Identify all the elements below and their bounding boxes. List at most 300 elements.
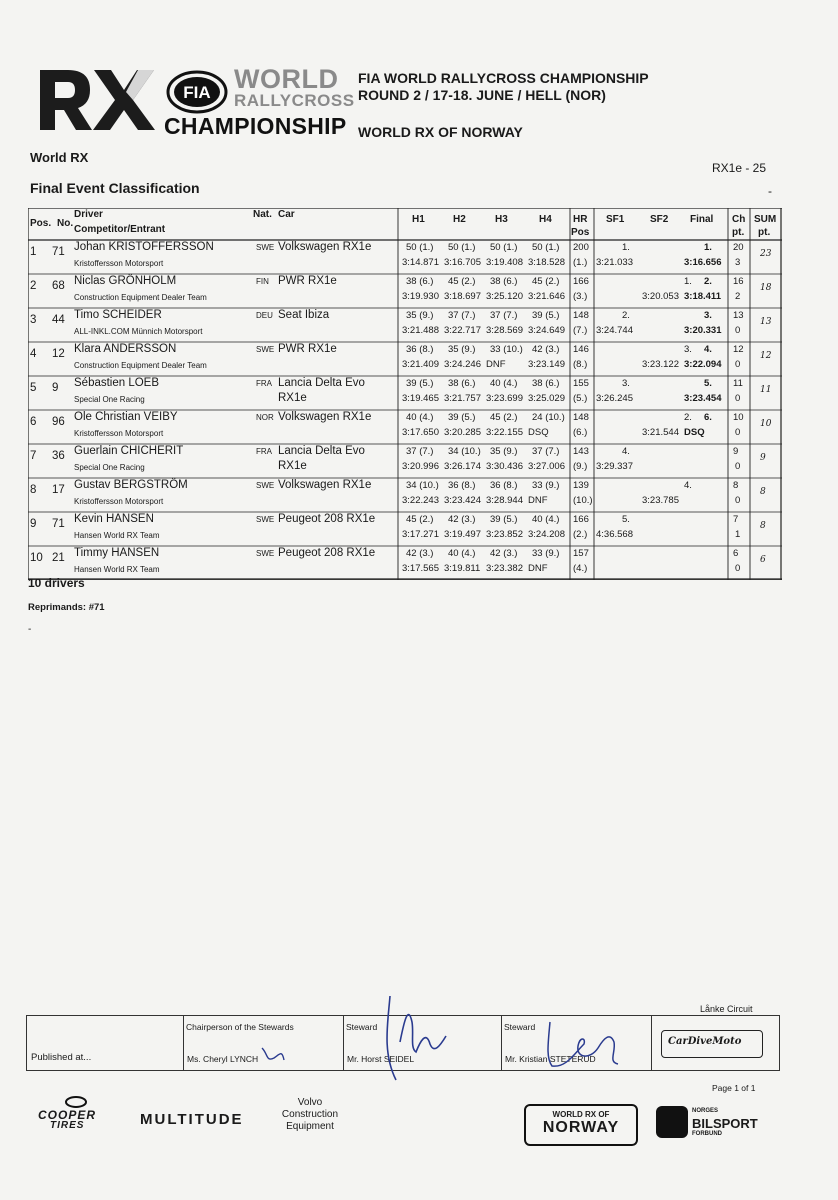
table-row <box>28 376 782 410</box>
bilsport-line2: BILSPORT <box>692 1116 758 1131</box>
championship-bonus: 1 <box>735 529 741 540</box>
col-final: Final <box>690 214 714 225</box>
sf1-position: 3. <box>622 378 630 389</box>
steward2-signature <box>540 1014 630 1074</box>
number: 17 <box>52 484 65 496</box>
bilsport-line3: FORBUND <box>692 1131 722 1137</box>
pos: 2 <box>30 280 37 292</box>
col-no: No. <box>57 218 74 229</box>
h3-points: 42 (3.) <box>490 548 518 559</box>
h4-time: 3:18.528 <box>528 257 565 268</box>
championship-bonus: 0 <box>735 325 741 336</box>
hr-position: (9.) <box>573 461 588 472</box>
h3-time: 3:23.852 <box>486 529 523 540</box>
summary-dash: - <box>28 624 32 635</box>
organiser-logo-text: CarDiveMoto <box>668 1036 742 1047</box>
fia-logo <box>166 70 228 114</box>
sf1-time: 3:29.337 <box>596 461 633 472</box>
sf2-time: 3:21.544 <box>642 427 679 438</box>
h3-points: 39 (5.) <box>490 514 518 525</box>
pos: 4 <box>30 348 37 360</box>
pos: 7 <box>30 450 37 462</box>
h1-time: 3:19.930 <box>402 291 439 302</box>
h1-time: 3:17.565 <box>402 563 439 574</box>
h4-time: 3:24.649 <box>528 325 565 336</box>
final-time: 3:22.094 <box>684 359 722 370</box>
col-ch: Ch <box>732 214 746 225</box>
h2-time: 3:16.705 <box>444 257 481 268</box>
h4-time: DSQ <box>528 427 549 438</box>
title-line-1: FIA WORLD RALLYCROSS CHAMPIONSHIP <box>358 70 649 86</box>
number: 21 <box>52 552 65 564</box>
table-row <box>28 240 782 274</box>
hr-position: (1.) <box>573 257 588 268</box>
championship-bonus: 3 <box>735 257 741 268</box>
h3-points: 36 (8.) <box>490 480 518 491</box>
col-h1: H1 <box>412 214 425 225</box>
volvo-text-2: Construction <box>281 1109 339 1120</box>
chair-signature <box>258 1044 288 1068</box>
championship-points: 12 <box>733 344 744 355</box>
table-row <box>28 512 782 546</box>
hr-position: (2.) <box>573 529 588 540</box>
h1-points: 40 (4.) <box>406 412 434 423</box>
pos: 10 <box>30 552 43 564</box>
driver-name: Niclas GRÖNHOLM <box>74 275 177 287</box>
h1-points: 36 (8.) <box>406 344 434 355</box>
h1-time: 3:21.488 <box>402 325 439 336</box>
tires-text: TIRES <box>50 1120 85 1131</box>
brand-world: WORLD <box>234 64 339 94</box>
pos: 6 <box>30 416 37 428</box>
championship-points: 20 <box>733 242 744 253</box>
number: 12 <box>52 348 65 360</box>
h1-points: 50 (1.) <box>406 242 434 253</box>
championship-points: 6 <box>733 548 739 559</box>
nationality: FRA <box>256 379 272 388</box>
car-name: Peugeot 208 RX1e <box>278 547 376 559</box>
h4-points: 37 (7.) <box>532 446 560 457</box>
hr-points: 148 <box>573 310 589 321</box>
h1-points: 35 (9.) <box>406 310 434 321</box>
published-cell <box>27 1016 184 1070</box>
h2-time: 3:19.497 <box>444 529 481 540</box>
table-row <box>28 274 782 308</box>
cooper-text: COOPER <box>38 1108 97 1122</box>
number: 9 <box>52 382 59 394</box>
hr-points: 148 <box>573 412 589 423</box>
championship-points: 13 <box>733 310 744 321</box>
car-name-2: RX1e <box>278 460 307 472</box>
sf1-position: 2. <box>622 310 630 321</box>
hr-position: (5.) <box>573 393 588 404</box>
col-sf1: SF1 <box>606 214 625 225</box>
h1-time: 3:22.243 <box>402 495 439 506</box>
brand-rallycross: RALLYCROSS <box>234 91 355 110</box>
h3-time: 3:28.944 <box>486 495 523 506</box>
hr-position: (8.) <box>573 359 588 370</box>
championship-points: 16 <box>733 276 744 287</box>
norges-bilsport-logo <box>656 1106 766 1142</box>
h4-points: 50 (1.) <box>532 242 560 253</box>
steward1-name: Mr. Horst SEIDEL <box>347 1054 415 1064</box>
h2-time: 3:21.757 <box>444 393 481 404</box>
norway-logo-line2: NORWAY <box>542 1119 620 1136</box>
h3-time: 3:23.382 <box>486 563 523 574</box>
h3-time: 3:22.155 <box>486 427 523 438</box>
hr-points: 157 <box>573 548 589 559</box>
h2-time: 3:19.811 <box>444 563 481 574</box>
h4-points: 33 (9.) <box>532 480 560 491</box>
sum-points: 11 <box>760 385 772 395</box>
entrant-name: Kristoffersson Motorsport <box>74 497 164 506</box>
championship-bonus: 0 <box>735 393 741 404</box>
entrant-name: Kristoffersson Motorsport <box>74 259 164 268</box>
h2-points: 45 (2.) <box>448 276 476 287</box>
nationality: SWE <box>256 243 275 252</box>
steward2-name: Mr. Kristian STETERUD <box>505 1054 596 1064</box>
table-row <box>28 410 782 444</box>
hr-points: 139 <box>573 480 589 491</box>
sum-points: 9 <box>760 453 766 463</box>
driver-count: 10 drivers <box>28 576 85 590</box>
number: 36 <box>52 450 65 462</box>
h1-points: 39 (5.) <box>406 378 434 389</box>
h1-points: 42 (3.) <box>406 548 434 559</box>
driver-name: Sébastien LOEB <box>74 377 160 389</box>
car-name: Volkswagen RX1e <box>278 479 372 491</box>
volvo-text-3: Equipment <box>286 1121 334 1132</box>
nationality: DEU <box>256 311 273 320</box>
brand-championship: CHAMPIONSHIP <box>164 113 347 139</box>
world-rx-norway-logo <box>524 1104 638 1146</box>
title-line-2: ROUND 2 / 17-18. JUNE / HELL (NOR) <box>358 87 606 103</box>
table-row <box>28 478 782 512</box>
h3-time: 3:28.569 <box>486 325 523 336</box>
h3-points: 50 (1.) <box>490 242 518 253</box>
championship-bonus: 0 <box>735 359 741 370</box>
series-name: World RX <box>30 150 89 165</box>
h4-time: 3:25.029 <box>528 393 565 404</box>
sum-points: 6 <box>760 555 766 565</box>
hr-position: (10.) <box>573 495 593 506</box>
driver-name: Gustav BERGSTRÖM <box>74 479 188 491</box>
col-h3: H3 <box>495 214 508 225</box>
sf1-time: 3:21.033 <box>596 257 633 268</box>
h2-points: 39 (5.) <box>448 412 476 423</box>
classification-table <box>28 208 782 580</box>
car-name: PWR RX1e <box>278 275 337 287</box>
col-h2: H2 <box>453 214 466 225</box>
final-time: 3:20.331 <box>684 325 722 336</box>
h4-time: 3:27.006 <box>528 461 565 472</box>
pos: 8 <box>30 484 37 496</box>
sum-points: 8 <box>760 521 766 531</box>
h4-points: 45 (2.) <box>532 276 560 287</box>
sf1-time: 4:36.568 <box>596 529 633 540</box>
final-position: 5. <box>704 378 712 389</box>
col-hr: HR <box>573 214 588 225</box>
norway-logo-line1: WORLD RX OF <box>552 1110 610 1119</box>
hr-points: 166 <box>573 514 589 525</box>
car-name: Lancia Delta Evo <box>278 377 365 389</box>
h1-time: 3:14.871 <box>402 257 439 268</box>
championship-bonus: 0 <box>735 563 741 574</box>
h2-time: 3:20.285 <box>444 427 481 438</box>
hr-points: 143 <box>573 446 589 457</box>
number: 71 <box>52 246 65 258</box>
h1-points: 34 (10.) <box>406 480 439 491</box>
driver-name: Johan KRISTOFFERSSON <box>74 241 214 253</box>
championship-bonus: 0 <box>735 427 741 438</box>
final-time: 3:16.656 <box>684 257 722 268</box>
entrant-name: Special One Racing <box>74 463 145 472</box>
sf2-time: 3:20.053 <box>642 291 679 302</box>
table-row <box>28 444 782 478</box>
h4-points: 40 (4.) <box>532 514 560 525</box>
bilsport-emblem <box>656 1106 688 1138</box>
event-name: WORLD RX OF NORWAY <box>358 124 523 140</box>
col-sf2: SF2 <box>650 214 669 225</box>
sf1-time: 3:24.744 <box>596 325 633 336</box>
h1-time: 3:21.409 <box>402 359 439 370</box>
steward2-label: Steward <box>504 1022 536 1032</box>
h4-points: 38 (6.) <box>532 378 560 389</box>
h2-points: 36 (8.) <box>448 480 476 491</box>
sf2-time: 3:23.122 <box>642 359 679 370</box>
entrant-name: ALL-INKL.COM Münnich Motorsport <box>74 327 203 336</box>
steward1-label: Steward <box>346 1022 378 1032</box>
col-nat: Nat. <box>253 209 272 220</box>
entrant-name: Special One Racing <box>74 395 145 404</box>
header-dash: - <box>768 184 772 198</box>
col-h4: H4 <box>539 214 552 225</box>
h3-points: 45 (2.) <box>490 412 518 423</box>
h4-points: 24 (10.) <box>532 412 565 423</box>
final-time: DSQ <box>684 427 705 438</box>
h1-time: 3:17.271 <box>402 529 439 540</box>
sf2-time: 3:23.785 <box>642 495 679 506</box>
col-ch-pt: pt. <box>732 227 745 238</box>
driver-name: Kevin HANSEN <box>74 513 154 525</box>
championship-bonus: 0 <box>735 495 741 506</box>
nationality: SWE <box>256 515 275 524</box>
fia-logo-text: FIA <box>183 83 211 102</box>
number: 44 <box>52 314 65 326</box>
h4-time: DNF <box>528 495 548 506</box>
final-position: 3. <box>704 310 712 321</box>
cooper-tires-icon <box>64 1096 88 1108</box>
sum-points: 18 <box>760 283 772 293</box>
h1-points: 37 (7.) <box>406 446 434 457</box>
h1-time: 3:20.996 <box>402 461 439 472</box>
sum-points: 8 <box>760 487 766 497</box>
h4-points: 33 (9.) <box>532 548 560 559</box>
sum-points: 23 <box>760 249 772 259</box>
h1-time: 3:19.465 <box>402 393 439 404</box>
table-row <box>28 342 782 376</box>
h3-points: 40 (4.) <box>490 378 518 389</box>
h3-points: 37 (7.) <box>490 310 518 321</box>
h2-points: 35 (9.) <box>448 344 476 355</box>
final-position: 4. <box>704 344 712 355</box>
h3-time: 3:30.436 <box>486 461 523 472</box>
car-name: Volkswagen RX1e <box>278 241 372 253</box>
final-time: 3:18.411 <box>684 291 721 302</box>
h3-time: 3:25.120 <box>486 291 523 302</box>
h3-points: 38 (6.) <box>490 276 518 287</box>
hr-points: 166 <box>573 276 589 287</box>
published-label: Published at... <box>31 1052 92 1063</box>
driver-name: Timmy HANSEN <box>74 547 160 559</box>
h4-points: 42 (3.) <box>532 344 560 355</box>
col-driver: Driver <box>74 209 103 220</box>
nationality: SWE <box>256 345 275 354</box>
sf1-position: 5. <box>622 514 630 525</box>
h4-time: 3:24.208 <box>528 529 565 540</box>
sum-points: 12 <box>760 351 772 361</box>
number: 71 <box>52 518 65 530</box>
entrant-name: Construction Equipment Dealer Team <box>74 361 207 370</box>
final-position: 6. <box>704 412 712 423</box>
car-name-2: RX1e <box>278 392 307 404</box>
pos: 9 <box>30 518 37 530</box>
championship-bonus: 0 <box>735 461 741 472</box>
document-title: Final Event Classification <box>30 180 200 196</box>
h2-time: 3:22.717 <box>444 325 481 336</box>
car-name: Lancia Delta Evo <box>278 445 365 457</box>
organiser-stamp <box>661 1030 763 1058</box>
volvo-text-1: Volvo <box>297 1097 323 1108</box>
page-number: Page 1 of 1 <box>712 1083 756 1093</box>
championship-points: 8 <box>733 480 739 491</box>
hr-position: (4.) <box>573 563 588 574</box>
championship-points: 10 <box>733 412 744 423</box>
h2-time: 3:26.174 <box>444 461 481 472</box>
h3-time: 3:23.699 <box>486 393 523 404</box>
driver-name: Guerlain CHICHERIT <box>74 445 184 457</box>
sf1-position: 1. <box>622 242 630 253</box>
driver-name: Ole Christian VEIBY <box>74 411 178 423</box>
col-car: Car <box>278 209 295 220</box>
hr-points: 155 <box>573 378 589 389</box>
steward1-signature <box>330 992 460 1084</box>
table-row <box>28 308 782 342</box>
col-sum-pt: pt. <box>758 227 771 238</box>
final-position: 2. <box>704 276 712 287</box>
h2-points: 37 (7.) <box>448 310 476 321</box>
circuit-name: Lånke Circuit <box>700 1004 753 1014</box>
sf2-position: 4. <box>684 480 692 491</box>
car-name: PWR RX1e <box>278 343 337 355</box>
h2-points: 38 (6.) <box>448 378 476 389</box>
col-sum: SUM <box>754 214 777 225</box>
nationality: SWE <box>256 481 275 490</box>
sum-points: 13 <box>760 317 772 327</box>
pos: 5 <box>30 382 37 394</box>
h2-points: 50 (1.) <box>448 242 476 253</box>
hr-points: 146 <box>573 344 589 355</box>
sum-points: 10 <box>760 419 772 429</box>
multitude-logo: MULTITUDE <box>140 1111 244 1128</box>
sf2-position: 3. <box>684 344 692 355</box>
driver-name: Timo SCHEIDER <box>74 309 162 321</box>
h1-points: 45 (2.) <box>406 514 434 525</box>
h2-points: 42 (3.) <box>448 514 476 525</box>
h4-time: 3:23.149 <box>528 359 565 370</box>
number: 96 <box>52 416 65 428</box>
chair-name: Ms. Cheryl LYNCH <box>187 1054 259 1064</box>
document-reference: RX1e - 25 <box>712 161 767 175</box>
nationality: NOR <box>256 413 274 422</box>
col-hr-pos: Pos <box>571 227 590 238</box>
sf2-position: 2. <box>684 412 692 423</box>
h1-time: 3:17.650 <box>402 427 439 438</box>
car-name: Peugeot 208 RX1e <box>278 513 376 525</box>
h2-time: 3:24.246 <box>444 359 481 370</box>
final-position: 1. <box>704 242 712 253</box>
h2-time: 3:18.697 <box>444 291 481 302</box>
final-time: 3:23.454 <box>684 393 722 404</box>
championship-points: 7 <box>733 514 739 525</box>
h1-points: 38 (6.) <box>406 276 434 287</box>
h4-time: DNF <box>528 563 548 574</box>
h4-points: 39 (5.) <box>532 310 560 321</box>
nationality: SWE <box>256 549 275 558</box>
cooper-tires-logo <box>38 1096 118 1132</box>
stamp-cell <box>651 1016 778 1070</box>
championship-title <box>358 70 649 104</box>
h3-time: 3:19.408 <box>486 257 523 268</box>
hr-position: (7.) <box>573 325 588 336</box>
sf2-position: 1. <box>684 276 692 287</box>
rx-logo <box>38 64 156 134</box>
nationality: FRA <box>256 447 272 456</box>
driver-name: Klara ANDERSSON <box>74 343 177 355</box>
h2-points: 40 (4.) <box>448 548 476 559</box>
nationality: FIN <box>256 277 269 286</box>
entrant-name: Hansen World RX Team <box>74 565 160 574</box>
hr-position: (3.) <box>573 291 588 302</box>
table-row <box>28 546 782 580</box>
bilsport-line1: NORGES <box>692 1108 719 1114</box>
pos: 3 <box>30 314 37 326</box>
pos: 1 <box>30 246 37 258</box>
h3-time: DNF <box>486 359 506 370</box>
championship-bonus: 2 <box>735 291 741 302</box>
entrant-name: Hansen World RX Team <box>74 531 160 540</box>
h3-points: 33 (10.) <box>490 344 523 355</box>
car-name: Seat Ibiza <box>278 309 330 321</box>
col-entrant: Competitor/Entrant <box>74 224 166 235</box>
hr-position: (6.) <box>573 427 588 438</box>
championship-points: 9 <box>733 446 739 457</box>
h2-points: 34 (10.) <box>448 446 481 457</box>
col-pos: Pos. <box>30 218 52 229</box>
championship-points: 11 <box>733 378 743 389</box>
entrant-name: Construction Equipment Dealer Team <box>74 293 207 302</box>
reprimands: Reprimands: #71 <box>28 602 105 613</box>
h4-time: 3:21.646 <box>528 291 565 302</box>
h3-points: 35 (9.) <box>490 446 518 457</box>
h2-time: 3:23.424 <box>444 495 481 506</box>
sf1-time: 3:26.245 <box>596 393 633 404</box>
hr-points: 200 <box>573 242 589 253</box>
car-name: Volkswagen RX1e <box>278 411 372 423</box>
entrant-name: Kristoffersson Motorsport <box>74 429 164 438</box>
sf1-position: 4. <box>622 446 630 457</box>
volvo-ce-logo <box>272 1097 348 1133</box>
